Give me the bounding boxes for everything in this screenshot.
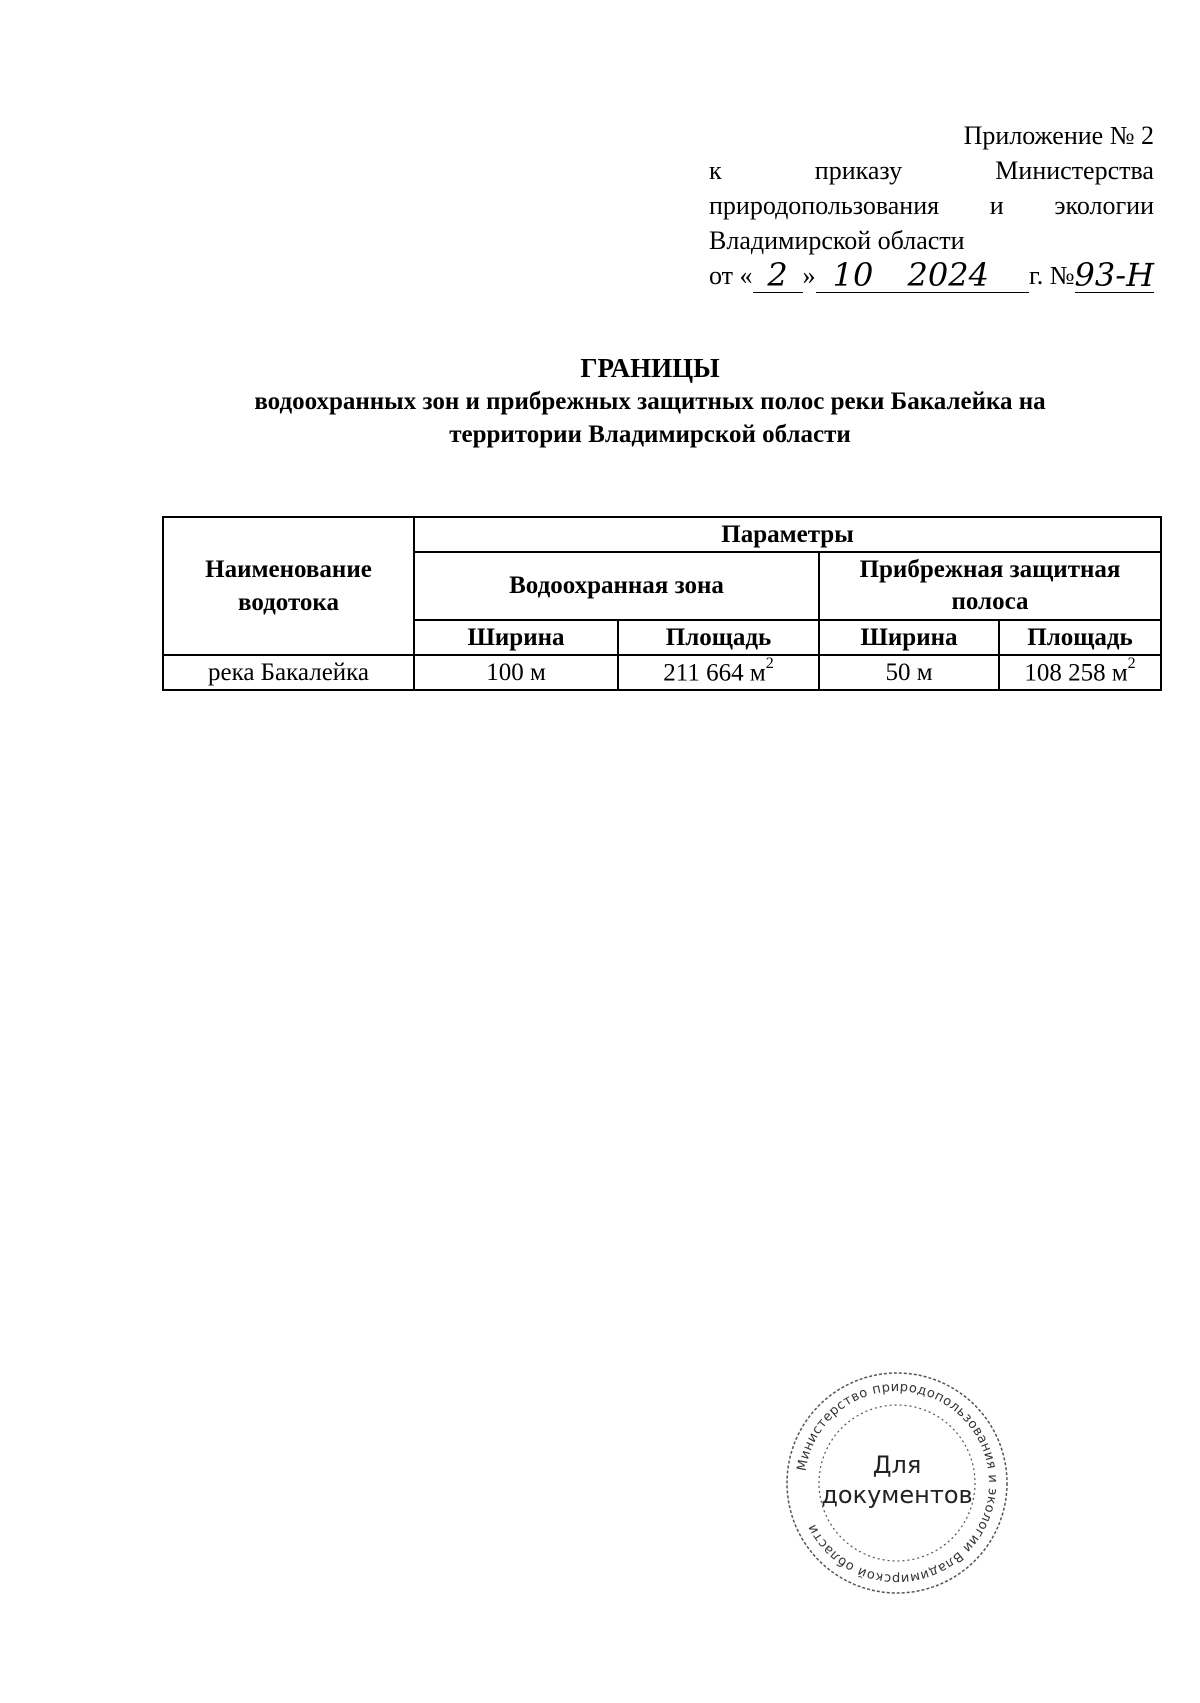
title-line-2: водоохранных зон и прибрежных защитных полос реки Бакалейка на xyxy=(254,388,1046,415)
date-year-handwritten: 2024 xyxy=(891,260,1006,293)
parameters-table xyxy=(162,516,1162,691)
cell-zone-area xyxy=(618,655,819,690)
cell-strip-area xyxy=(999,655,1161,690)
header-zone-width: Ширина xyxy=(414,620,618,655)
appendix-date-line xyxy=(709,258,1154,293)
date-prefix: от « xyxy=(709,261,753,290)
title-line-3: территории Владимирской области xyxy=(449,421,851,448)
table-row xyxy=(163,655,1161,690)
cell-river-name: река Бакалейка xyxy=(163,655,414,690)
order-number-handwritten: 93-Н xyxy=(1074,256,1154,294)
appendix-word: экологии xyxy=(1054,191,1154,220)
zone-area-value: 211 664 м xyxy=(663,659,766,687)
header-zone-area: Площадь xyxy=(618,620,819,655)
appendix-line-ministry xyxy=(709,188,1154,223)
appendix-word: к xyxy=(709,156,722,185)
date-blank-line xyxy=(1006,262,1029,293)
official-stamp xyxy=(782,1368,1012,1598)
area-unit-superscript: 2 xyxy=(1127,654,1136,672)
header-water-protection-zone: Водоохранная зона xyxy=(414,552,819,620)
document-title xyxy=(180,352,1120,451)
date-mid: » xyxy=(802,261,816,290)
appendix-title: Приложение № 2 xyxy=(963,121,1154,150)
stamp-center-line-2: документов xyxy=(821,1481,973,1509)
stamp-center-line-1: Для xyxy=(872,1451,922,1479)
appendix-region: Владимирской области xyxy=(709,226,965,255)
header-strip-width: Ширина xyxy=(819,620,999,655)
appendix-line-order xyxy=(709,153,1154,188)
appendix-word: приказу xyxy=(814,156,903,185)
cell-zone-width: 100 м xyxy=(414,655,618,690)
cell-strip-width: 50 м xyxy=(819,655,999,690)
header-parameters: Параметры xyxy=(414,517,1161,552)
stamp-ring-textpath: Министерство природопользования и экологии Владимирской области xyxy=(794,1379,1001,1587)
appendix-word: и xyxy=(989,191,1004,220)
appendix-word: природопользования xyxy=(709,191,940,220)
header-strip-area: Площадь xyxy=(999,620,1161,655)
header-watercourse-name: Наименование водотока xyxy=(163,517,414,655)
date-month-handwritten: 10 xyxy=(816,260,891,293)
header-coastal-strip: Прибрежная защитная полоса xyxy=(819,552,1161,620)
area-unit-superscript: 2 xyxy=(765,654,774,672)
date-day-handwritten: 2 xyxy=(753,260,803,293)
date-suffix: г. № xyxy=(1029,261,1075,290)
appendix-word: Министерства xyxy=(995,156,1154,185)
strip-area-value: 108 258 м xyxy=(1024,659,1128,687)
appendix-header xyxy=(709,118,1154,293)
title-main: ГРАНИЦЫ xyxy=(580,353,720,383)
